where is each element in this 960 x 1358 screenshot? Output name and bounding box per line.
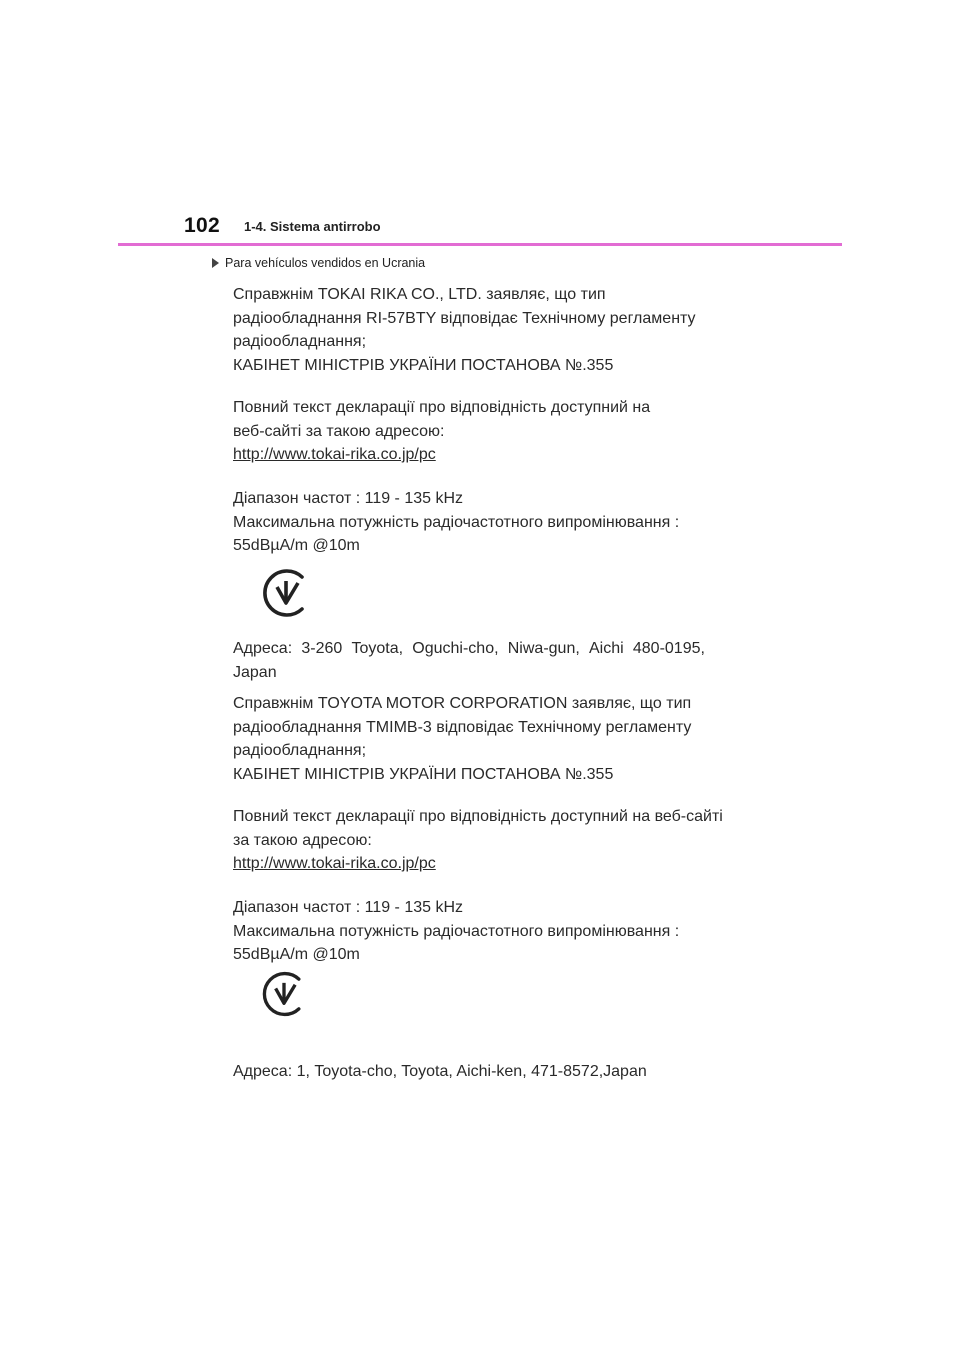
- decl-line: Справжнім TOKAI RIKA CO., LTD. заявляє, що тип: [233, 286, 606, 303]
- full-text-line: веб-сайті за такою адресою:: [233, 422, 445, 440]
- header-divider: [118, 243, 842, 246]
- power-line: Максимальна потужність радіочастотного випромінювання :: [233, 922, 680, 940]
- full-text-line: Повний текст декларації про відповідність доступний на веб-сайті: [233, 808, 723, 825]
- address-block-2: [233, 1060, 743, 1084]
- declaration-url-link[interactable]: http://www.tokai-rika.co.jp/pc: [233, 446, 436, 463]
- decl-line: радіообладнання RI-57BTY відповідає Технічному регламенту: [233, 309, 696, 327]
- decl-line: радіообладнання TMIMB-3 відповідає Технічному регламенту: [233, 718, 692, 736]
- declaration-block-1: [233, 283, 743, 377]
- address-line-1: Адреса: 3-260 Toyota, Oguchi-cho, Niwa-gun, Aichi 480-0195,: [233, 640, 705, 657]
- section-title: 1-4. Sistema antirrobo: [244, 219, 381, 234]
- full-text-block-1: [233, 396, 743, 467]
- power-value: 55dBµA/m @10m: [233, 537, 360, 554]
- triangle-bullet-icon: [212, 258, 219, 268]
- intro-line: [212, 256, 425, 270]
- decl-line: Справжнім TOYOTA MOTOR CORPORATION заявляє, що тип: [233, 695, 692, 712]
- page-number: 102: [184, 214, 220, 237]
- freq-block-2: [233, 896, 743, 967]
- frequency-range: Діапазон частот : 119 - 135 kHz: [233, 899, 464, 916]
- freq-block-1: [233, 487, 743, 558]
- declaration-url-link[interactable]: http://www.tokai-rika.co.jp/pc: [233, 855, 436, 872]
- full-text-line: за такою адресою:: [233, 831, 372, 849]
- address-line-2: Japan: [233, 663, 277, 681]
- full-text-block-2: [233, 805, 753, 876]
- intro-text: Para vehículos vendidos en Ucrania: [225, 256, 426, 270]
- decl-line: КАБІНЕТ МІНІСТРІВ УКРАЇНИ ПОСТАНОВА №.355: [233, 356, 614, 374]
- address-block-1: [233, 637, 705, 684]
- decl-line: КАБІНЕТ МІНІСТРІВ УКРАЇНИ ПОСТАНОВА №.355: [233, 765, 614, 783]
- declaration-block-2: [233, 692, 743, 786]
- address-line: Адреса: 1, Toyota-cho, Toyota, Aichi-ken, 471-8572,Japan: [233, 1063, 647, 1080]
- decl-line: радіообладнання;: [233, 742, 367, 759]
- full-text-line: Повний текст декларації про відповідність доступний на: [233, 399, 651, 416]
- decl-line: радіообладнання;: [233, 333, 367, 350]
- ukraine-conformity-mark-icon: [258, 968, 310, 1020]
- power-value: 55dBµA/m @10m: [233, 946, 360, 963]
- power-line: Максимальна потужність радіочастотного випромінювання :: [233, 513, 680, 531]
- ukraine-conformity-mark-icon: [258, 565, 314, 621]
- frequency-range: Діапазон частот : 119 - 135 kHz: [233, 490, 464, 507]
